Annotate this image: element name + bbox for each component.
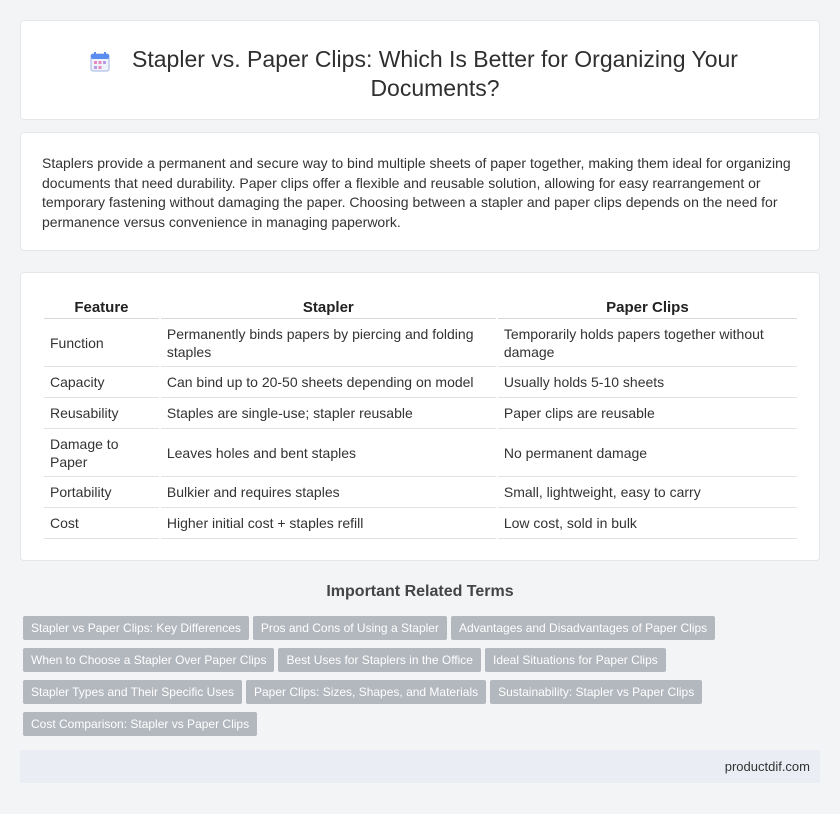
intro-card [20,132,820,251]
row-stapler: Bulkier and requires staples [161,477,496,508]
intro-paragraph: Staplers provide a permanent and secure way to bind multiple sheets of paper together, making them ideal for organizing documents that need durability. Paper clips offer a flexible and reusable solution, allowing for easy rearrangement or temporary fastening without damaging the paper. Choosing between a stapler and paper clips depends on the need for permanence versus convenience in managing paperwork. [42,155,791,230]
title-card [20,20,820,120]
row-stapler: Leaves holes and bent staples [161,429,496,477]
row-stapler: Can bind up to 20-50 sheets depending on model [161,367,496,398]
row-paper-clips: Small, lightweight, easy to carry [498,477,797,508]
row-feature: Damage to Paper [44,429,159,477]
related-terms-tags [23,616,813,744]
table-row [44,508,797,539]
row-stapler: Higher initial cost + staples refill [161,508,496,539]
header-stapler: Stapler [161,295,496,319]
related-term-link[interactable]: Stapler Types and Their Specific Uses [23,680,242,704]
row-feature: Cost [44,508,159,539]
header-paper-clips: Paper Clips [498,295,797,319]
page-title: Stapler vs. Paper Clips: Which Is Better for Organizing Your Documents? [132,46,738,101]
row-paper-clips: Temporarily holds papers together without damage [498,319,797,367]
table-row [44,398,797,429]
related-term-link[interactable]: Cost Comparison: Stapler vs Paper Clips [23,712,257,736]
related-term-link[interactable]: Advantages and Disadvantages of Paper Clips [451,616,715,640]
row-stapler: Staples are single-use; stapler reusable [161,398,496,429]
table-header-row [44,295,797,319]
row-paper-clips: No permanent damage [498,429,797,477]
row-paper-clips: Low cost, sold in bulk [498,508,797,539]
footer [20,750,820,783]
row-paper-clips: Paper clips are reusable [498,398,797,429]
table-row [44,429,797,477]
table-row [44,477,797,508]
table-row [44,367,797,398]
related-term-link[interactable]: Pros and Cons of Using a Stapler [253,616,447,640]
row-feature: Reusability [44,398,159,429]
related-term-link[interactable]: When to Choose a Stapler Over Paper Clips [23,648,274,672]
table-row [44,319,797,367]
row-paper-clips: Usually holds 5-10 sheets [498,367,797,398]
row-stapler: Permanently binds papers by piercing and folding staples [161,319,496,367]
related-term-link[interactable]: Best Uses for Staplers in the Office [278,648,481,672]
related-term-link[interactable]: Paper Clips: Sizes, Shapes, and Materials [246,680,486,704]
related-term-link[interactable]: Ideal Situations for Paper Clips [485,648,666,672]
row-feature: Capacity [44,367,159,398]
related-term-link[interactable]: Stapler vs Paper Clips: Key Differences [23,616,249,640]
comparison-table-card [20,272,820,561]
comparison-table [42,295,799,539]
row-feature: Portability [44,477,159,508]
footer-site-link[interactable]: productdif.com [724,759,810,774]
header-feature: Feature [44,295,159,319]
related-terms-heading: Important Related Terms [326,583,514,600]
related-term-link[interactable]: Sustainability: Stapler vs Paper Clips [490,680,702,704]
row-feature: Function [44,319,159,367]
